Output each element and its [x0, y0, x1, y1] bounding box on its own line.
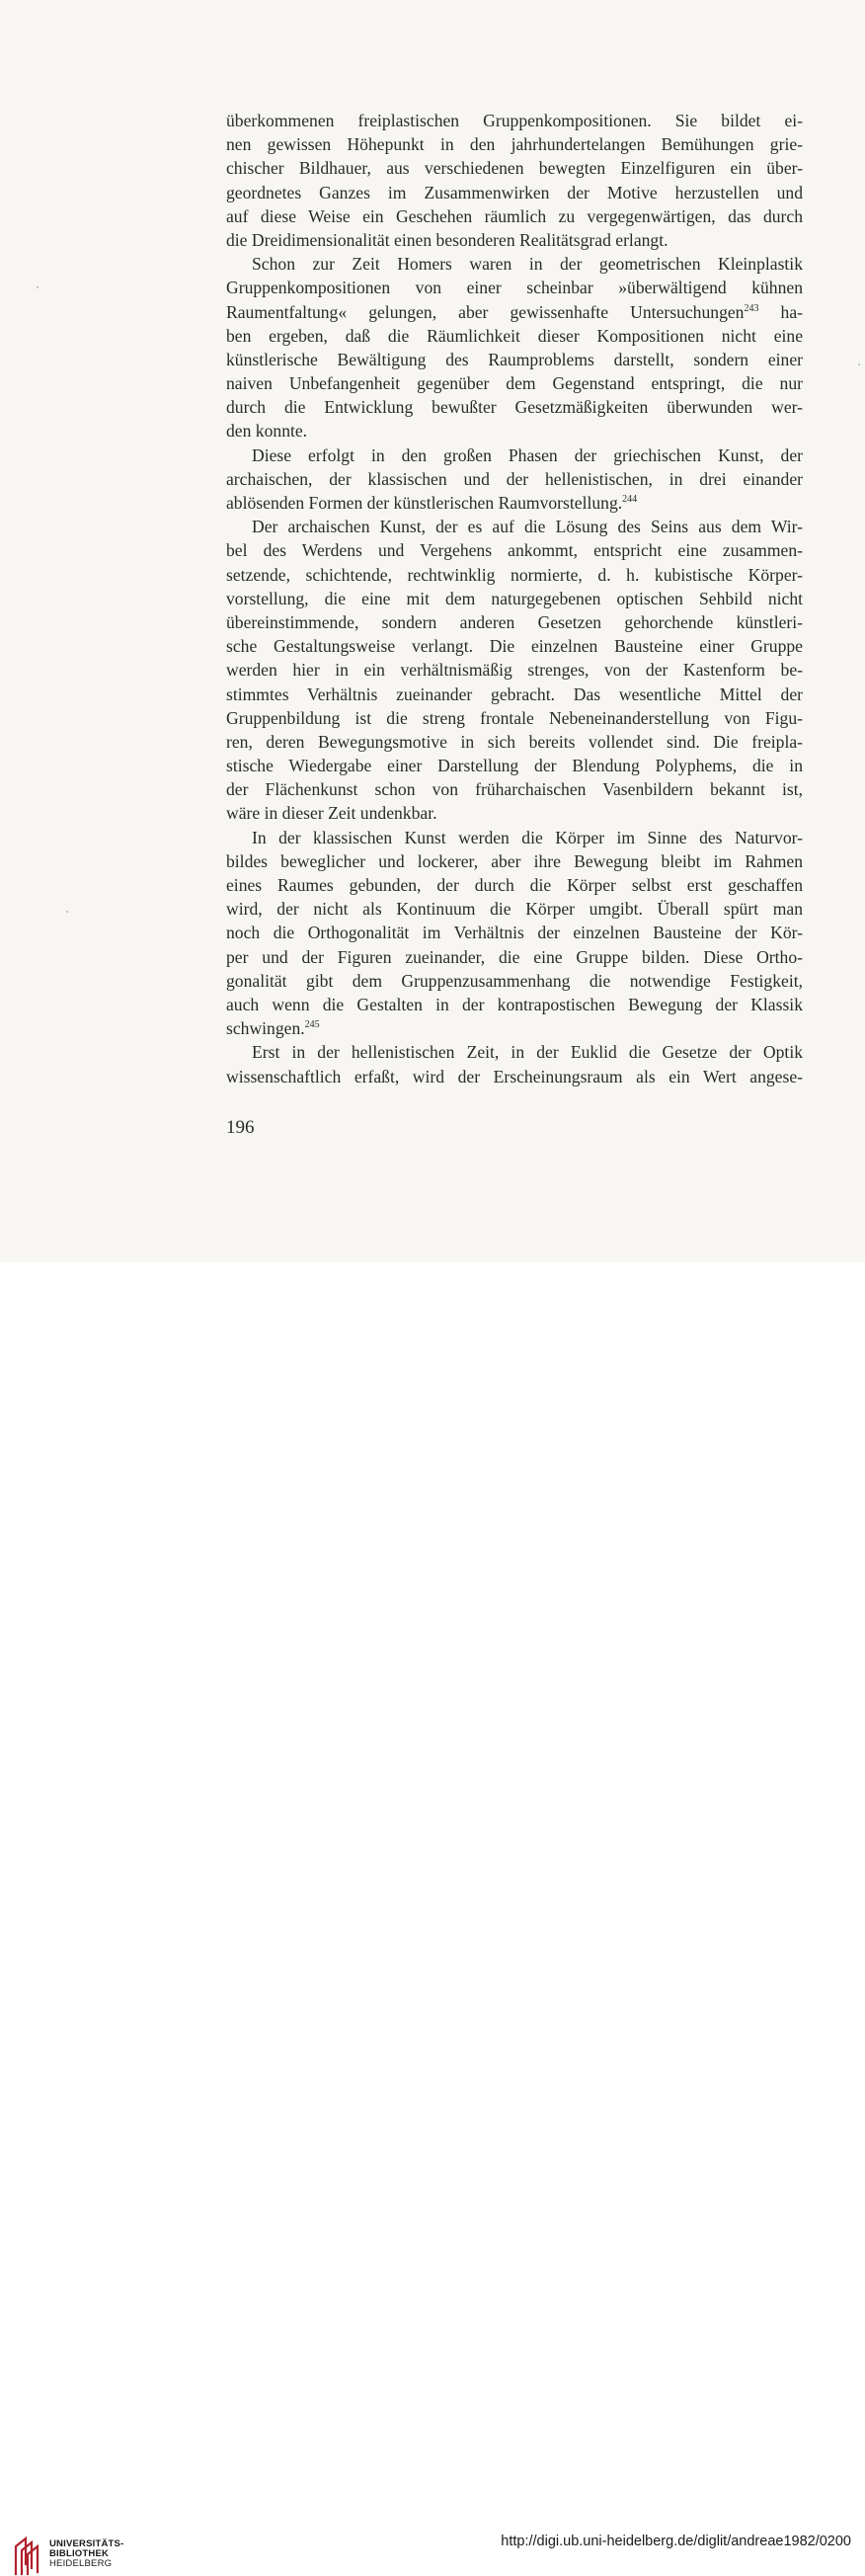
text-line: [226, 683, 803, 706]
text-line-content: per und der Figuren zueinander, die eine Gruppe bilden. Diese Ortho-: [226, 946, 803, 967]
footnote-reference: 243: [744, 302, 759, 314]
footnote-reference: 245: [304, 1019, 320, 1031]
text-line: [226, 538, 803, 562]
text-line-content: wäre in dieser Zeit undenkbar.: [226, 803, 437, 824]
text-line: [226, 849, 803, 873]
text-line: [226, 754, 803, 777]
text-line: [226, 491, 803, 515]
text-line: [226, 993, 803, 1016]
scanned-page: [0, 0, 865, 1262]
text-line-content: Raumentfaltung« gelungen, aber gewissenhafte Untersuchungen: [226, 301, 745, 322]
text-line-content: In der klassischen Kunst werden die Körper im Sinne des Naturvor-: [252, 827, 803, 847]
text-line-continuation: ha-: [758, 301, 803, 322]
scan-speck: [66, 911, 68, 913]
text-line-content: Gruppenbildung ist die streng frontale Nebeneinanderstellung von Figu-: [226, 707, 803, 728]
text-line: [226, 1040, 803, 1064]
text-line: [226, 515, 803, 538]
text-line-content: bel des Werdens und Vergehens ankommt, entspricht eine zusammen-: [226, 540, 803, 561]
text-line-content: naiven Unbefangenheit gegenüber dem Gegenstand entspringt, die nur: [226, 373, 803, 394]
text-line: [226, 324, 803, 348]
text-line: [226, 610, 803, 634]
text-line-content: nen gewissen Höhepunkt in den jahrhundertelangen Bemühungen grie-: [226, 134, 803, 155]
text-line: [226, 658, 803, 682]
text-line: [226, 156, 803, 180]
text-line: [226, 921, 803, 944]
logo-line: UNIVERSITÄTS-: [49, 2538, 124, 2549]
text-line-content: Gruppenkompositionen von einer scheinbar »überwältigend kühnen: [226, 278, 803, 298]
text-line: [226, 109, 803, 132]
text-line: [226, 181, 803, 204]
page-number: 196: [226, 1117, 255, 1138]
text-line: [226, 132, 803, 156]
text-line-content: künstlerische Bewältigung des Raumproblems darstellt, sondern einer: [226, 349, 803, 369]
text-line: [226, 969, 803, 993]
text-line: [226, 563, 803, 587]
text-line: [226, 826, 803, 849]
footnote-reference: 244: [622, 494, 638, 505]
text-line: [226, 443, 803, 467]
text-line: [226, 395, 803, 419]
text-line-content: die Dreidimensionalität einen besonderen Realitätsgrad erlangt.: [226, 229, 668, 250]
footer-bar: [0, 1262, 865, 2569]
text-line: [226, 801, 803, 825]
text-line: [226, 371, 803, 395]
text-line-content: stische Wiedergabe einer Darstellung der Blendung Polyphems, die in: [226, 756, 803, 776]
text-line-content: Diese erfolgt in den großen Phasen der griechischen Kunst, der: [252, 444, 803, 465]
text-line-content: Der archaischen Kunst, der es auf die Lösung des Seins aus dem Wir-: [252, 517, 803, 537]
text-line-content: der Flächenkunst schon von früharchaischen Vasenbildern bekannt ist,: [226, 779, 803, 800]
text-line: [226, 730, 803, 754]
text-line-content: ablösenden Formen der künstlerischen Raumvorstellung.: [226, 493, 623, 513]
text-line-content: bildes beweglicher und lockerer, aber ihre Bewegung bleibt im Rahmen: [226, 850, 803, 871]
text-line-content: archaischen, der klassischen und der hellenistischen, in drei einander: [226, 468, 803, 489]
text-line-content: wissenschaftlich erfaßt, wird der Erscheinungsraum als ein Wert angese-: [226, 1066, 803, 1087]
text-line: [226, 348, 803, 371]
text-line-content: vorstellung, die eine mit dem naturgegebenen optischen Sehbild nicht: [226, 588, 803, 608]
text-line: [226, 276, 803, 299]
text-line: [226, 873, 803, 897]
text-line-content: setzende, schichtende, rechtwinklig normierte, d. h. kubistische Körper-: [226, 564, 803, 585]
text-line-content: stimmtes Verhältnis zueinander gebracht. Das wesentliche Mittel der: [226, 684, 803, 704]
text-line-content: überkommenen freiplastischen Gruppenkompositionen. Sie bildet ei-: [226, 111, 803, 130]
text-line: [226, 897, 803, 921]
text-line: [226, 300, 803, 324]
text-line: [226, 945, 803, 969]
scan-speck: [858, 363, 860, 365]
text-line-content: übereinstimmende, sondern anderen Gesetzen gehorchende künstleri-: [226, 611, 803, 632]
text-line-content: durch die Entwicklung bewußter Gesetzmäßigkeiten überwunden wer-: [226, 397, 803, 418]
text-line: [226, 706, 803, 730]
scan-speck: [37, 286, 39, 288]
text-line-content: noch die Orthogonalität im Verhältnis der einzelnen Bausteine der Kör-: [226, 923, 803, 943]
text-line: [226, 204, 803, 228]
text-line: [226, 228, 803, 252]
text-line-content: auf diese Weise ein Geschehen räumlich zu vergegenwärtigen, das durch: [226, 205, 803, 226]
text-line: [226, 419, 803, 443]
text-line: [226, 587, 803, 610]
text-line-content: Erst in der hellenistischen Zeit, in der Euklid die Gesetze der Optik: [252, 1042, 803, 1063]
text-line-content: werden hier in ein verhältnismäßig strenges, von der Kastenform be-: [226, 660, 803, 681]
text-line-content: chischer Bildhauer, aus verschiedenen bewegten Einzelfiguren ein über-: [226, 158, 803, 179]
text-line-content: geordnetes Ganzes im Zusammenwirken der Motive herzustellen und: [226, 182, 803, 202]
text-line: [226, 467, 803, 491]
text-line-content: auch wenn die Gestalten in der kontrapostischen Bewegung der Klassik: [226, 994, 803, 1014]
text-line-content: wird, der nicht als Kontinuum die Körper umgibt. Überall spürt man: [226, 899, 803, 920]
source-url-link[interactable]: http://digi.ub.uni-heidelberg.de/diglit/andreae1982/0200: [501, 2534, 851, 2549]
library-logo-icon: [12, 2535, 41, 2576]
text-line-content: Schon zur Zeit Homers waren in der geometrischen Kleinplastik: [252, 254, 803, 275]
text-line-content: den konnte.: [226, 421, 308, 442]
text-line: [226, 777, 803, 801]
logo-line: BIBLIOTHEK: [49, 2548, 110, 2559]
text-line-content: ren, deren Bewegungsmotive in sich bereits vollendet sind. Die freipla-: [226, 731, 803, 752]
text-line: [226, 1065, 803, 1088]
logo-line: HEIDELBERG: [49, 2558, 113, 2569]
text-line-content: gonalität gibt dem Gruppenzusammenhang die notwendige Festigkeit,: [226, 970, 803, 991]
body-text: [226, 109, 803, 1088]
text-line-content: schwingen.: [226, 1018, 305, 1039]
text-line: [226, 252, 803, 276]
library-logo-text: [49, 2539, 123, 2569]
text-line: [226, 1016, 803, 1040]
text-line-content: eines Raumes gebunden, der durch die Körper selbst erst geschaffen: [226, 875, 803, 895]
text-line-content: ben ergeben, daß die Räumlichkeit dieser Kompositionen nicht eine: [226, 325, 803, 346]
text-line-content: sche Gestaltungsweise verlangt. Die einzelnen Bausteine einer Gruppe: [226, 636, 803, 657]
text-line: [226, 634, 803, 658]
